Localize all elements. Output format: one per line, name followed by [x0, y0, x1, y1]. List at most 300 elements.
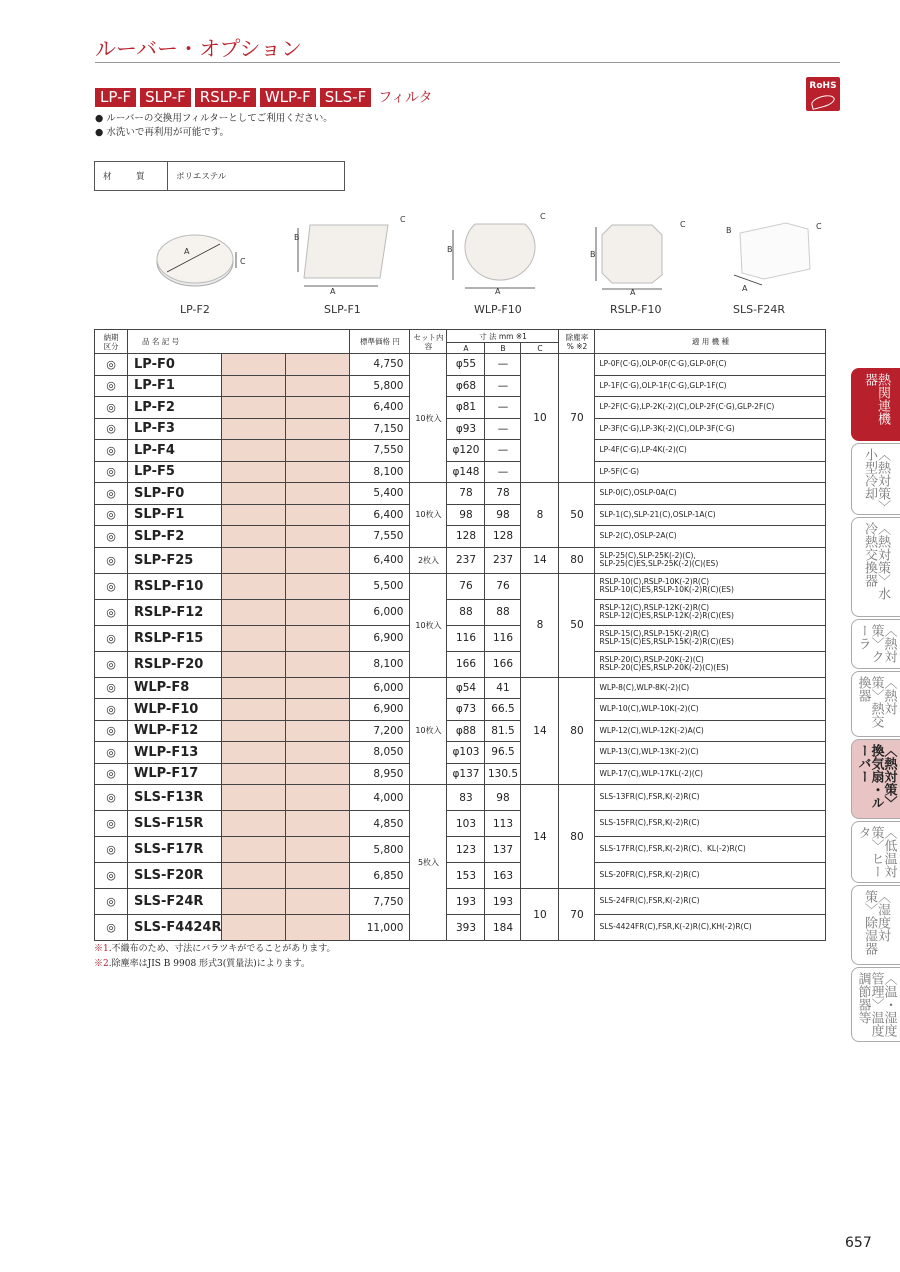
delivery-mark: ◎ [95, 599, 128, 625]
dim-b-cell: 78 [485, 483, 521, 505]
delivery-mark: ◎ [95, 863, 128, 889]
dim-label: C [680, 220, 686, 229]
blank-cell [222, 837, 286, 863]
dim-b-cell: 66.5 [485, 699, 521, 721]
delivery-mark: ◎ [95, 547, 128, 573]
blank-cell [222, 699, 286, 721]
spec-table [94, 329, 826, 941]
note-item [94, 957, 336, 972]
dim-c-cell: 14 [521, 677, 559, 785]
applicable-models-cell: WLP-10(C),WLP-10K(-2)(C) [595, 699, 826, 721]
applicable-models-cell: SLS-4424FR(C),FSR,K(-2)R(C),KH(-2)R(C) [595, 915, 826, 941]
side-tab-fan-louver[interactable]: 〈熱対策〉換気扇・ルーバー [851, 739, 900, 819]
side-tab-heat-equipment[interactable]: 熱関連機器 [851, 368, 900, 441]
blank-cell [222, 354, 286, 376]
blank-cell [222, 418, 286, 440]
price-cell: 6,400 [350, 504, 410, 526]
applicable-models-cell: SLP-0(C),OSLP-0A(C) [595, 483, 826, 505]
side-tab-dehumidifier[interactable]: 〈湿度対策〉除湿器 [851, 885, 900, 965]
table-row [95, 354, 826, 376]
set-content-cell: 10枚入 [410, 354, 447, 483]
header-removal: 除塵率 % ※2 [559, 330, 595, 354]
dim-label: B [726, 226, 732, 235]
page-number: 657 [845, 1235, 872, 1251]
header-delivery: 納期 区分 [95, 330, 128, 354]
dim-label: B [447, 245, 453, 254]
price-cell: 4,850 [350, 811, 410, 837]
set-content-cell: 2枚入 [410, 547, 447, 573]
price-cell: 4,000 [350, 785, 410, 811]
dim-label: A [742, 284, 748, 293]
price-cell: 7,200 [350, 720, 410, 742]
side-tab-small-cooling[interactable]: 〈熱対策〉小型冷却 [851, 443, 900, 515]
blank-cell [222, 811, 286, 837]
dim-a-cell: φ137 [447, 763, 485, 785]
part-number: RSLP-F10 [128, 573, 222, 599]
dim-b-cell: — [485, 375, 521, 397]
part-number: RSLP-F15 [128, 625, 222, 651]
delivery-mark: ◎ [95, 720, 128, 742]
dim-b-cell: 96.5 [485, 742, 521, 764]
price-cell: 7,150 [350, 418, 410, 440]
applicable-models-cell: SLS-20FR(C),FSR,K(-2)R(C) [595, 863, 826, 889]
blank-cell [222, 526, 286, 548]
dim-b-cell: 163 [485, 863, 521, 889]
badge-sls-f: SLS-F [320, 88, 371, 107]
table-row [95, 375, 826, 397]
table-row [95, 720, 826, 742]
dim-b-cell: — [485, 418, 521, 440]
delivery-mark: ◎ [95, 811, 128, 837]
blank-cell [286, 397, 350, 419]
delivery-mark: ◎ [95, 526, 128, 548]
table-row [95, 677, 826, 699]
blank-cell [286, 354, 350, 376]
applicable-models-cell: RSLP-12(C),RSLP-12K(-2)R(C) RSLP-12(C)ES,RSLP-12K(-2)R(C)(ES) [595, 599, 826, 625]
dim-a-cell: φ73 [447, 699, 485, 721]
part-number: SLP-F25 [128, 547, 222, 573]
delivery-mark: ◎ [95, 837, 128, 863]
dim-a-cell: φ68 [447, 375, 485, 397]
part-number: WLP-F12 [128, 720, 222, 742]
part-number: SLP-F2 [128, 526, 222, 548]
blank-cell [222, 625, 286, 651]
delivery-mark: ◎ [95, 375, 128, 397]
removal-rate-cell: 50 [559, 573, 595, 677]
price-cell: 11,000 [350, 915, 410, 941]
blank-cell [222, 863, 286, 889]
badge-lp-f: LP-F [95, 88, 136, 107]
price-cell: 8,950 [350, 763, 410, 785]
dim-a-cell: 103 [447, 811, 485, 837]
blank-cell [286, 699, 350, 721]
price-cell: 7,550 [350, 440, 410, 462]
dim-a-cell: φ120 [447, 440, 485, 462]
dim-b-cell: — [485, 397, 521, 419]
dim-b-cell: 116 [485, 625, 521, 651]
blank-cell [222, 440, 286, 462]
applicable-models-cell: SLS-15FR(C),FSR,K(-2)R(C) [595, 811, 826, 837]
removal-rate-cell: 70 [559, 889, 595, 941]
page-title: ルーバー・オプション [95, 37, 303, 61]
dim-b-cell: 88 [485, 599, 521, 625]
dim-c-cell: 14 [521, 785, 559, 889]
part-number: SLS-F24R [128, 889, 222, 915]
blank-cell [286, 742, 350, 764]
figure-caption: RSLP-F10 [610, 303, 662, 316]
table-row [95, 742, 826, 764]
header-dims: 寸 法 mm ※1 [447, 330, 559, 343]
part-number: SLP-F0 [128, 483, 222, 505]
badge-suffix: フィルタ [378, 90, 433, 106]
dim-label: C [400, 215, 406, 224]
price-cell: 8,050 [350, 742, 410, 764]
table-row [95, 599, 826, 625]
part-number: SLP-F1 [128, 504, 222, 526]
dim-b-cell: 81.5 [485, 720, 521, 742]
applicable-models-cell: SLP-2(C),OSLP-2A(C) [595, 526, 826, 548]
blank-cell [286, 440, 350, 462]
delivery-mark: ◎ [95, 889, 128, 915]
material-value: ポリエステル [168, 162, 345, 191]
removal-rate-cell: 80 [559, 677, 595, 785]
table-row [95, 483, 826, 505]
blank-cell [286, 720, 350, 742]
delivery-mark: ◎ [95, 651, 128, 677]
applicable-models-cell: SLS-17FR(C),FSR,K(-2)R(C)、KL(-2)R(C) [595, 837, 826, 863]
bullet-item: ● 水洗いで再利用が可能です。 [95, 126, 333, 140]
table-row [95, 811, 826, 837]
part-number: WLP-F17 [128, 763, 222, 785]
material-label: 材 質 [95, 162, 168, 191]
part-number: RSLP-F12 [128, 599, 222, 625]
set-content-cell: 10枚入 [410, 483, 447, 548]
dim-a-cell: φ81 [447, 397, 485, 419]
bullet-item: ● ルーバーの交換用フィルターとしてご利用ください。 [95, 112, 333, 126]
applicable-models-cell: SLS-13FR(C),FSR,K(-2)R(C) [595, 785, 826, 811]
blank-cell [286, 763, 350, 785]
price-cell: 6,400 [350, 397, 410, 419]
badge-slp-f: SLP-F [140, 88, 191, 107]
dim-a-cell: 123 [447, 837, 485, 863]
price-cell: 5,800 [350, 837, 410, 863]
blank-cell [222, 375, 286, 397]
table-row [95, 625, 826, 651]
blank-cell [286, 461, 350, 483]
dim-label: A [630, 288, 636, 295]
dim-c-cell: 8 [521, 573, 559, 677]
spec-body [95, 354, 826, 941]
applicable-models-cell: LP-5F(C·G) [595, 461, 826, 483]
blank-cell [222, 504, 286, 526]
header-apply: 適 用 機 種 [595, 330, 826, 354]
blank-cell [286, 811, 350, 837]
blank-cell [222, 573, 286, 599]
dim-b-cell: 128 [485, 526, 521, 548]
blank-cell [222, 397, 286, 419]
applicable-models-cell: WLP-13(C),WLP-13K(-2)(C) [595, 742, 826, 764]
delivery-mark: ◎ [95, 763, 128, 785]
blank-cell [222, 720, 286, 742]
note-mark: ※2 [94, 959, 109, 969]
rohs-logo [806, 77, 840, 111]
blank-cell [286, 418, 350, 440]
blank-cell [286, 625, 350, 651]
side-tab-cooler[interactable]: 〈熱対策〉クーラ [851, 619, 900, 669]
dim-label: C [240, 257, 246, 266]
blank-cell [222, 547, 286, 573]
part-number: LP-F2 [128, 397, 222, 419]
blank-cell [286, 915, 350, 941]
dim-a-cell: 393 [447, 915, 485, 941]
blank-cell [222, 461, 286, 483]
blank-cell [286, 573, 350, 599]
dim-a-cell: φ55 [447, 354, 485, 376]
side-tab-heater[interactable]: 〈低温対策〉ヒータ [851, 821, 900, 883]
part-number: WLP-F13 [128, 742, 222, 764]
blank-cell [286, 483, 350, 505]
applicable-models-cell: WLP-8(C),WLP-8K(-2)(C) [595, 677, 826, 699]
table-row [95, 837, 826, 863]
dim-b-cell: 113 [485, 811, 521, 837]
table-row [95, 397, 826, 419]
part-number: LP-F5 [128, 461, 222, 483]
delivery-mark: ◎ [95, 397, 128, 419]
blank-cell [222, 599, 286, 625]
dim-label: A [330, 287, 336, 295]
figure-lp-f2 [150, 222, 260, 292]
applicable-models-cell: RSLP-20(C),RSLP-20K(-2)(C) RSLP-20(C)ES,RSLP-20K(-2)(C)(ES) [595, 651, 826, 677]
part-number: LP-F3 [128, 418, 222, 440]
dim-label: A [184, 247, 190, 256]
blank-cell [286, 547, 350, 573]
set-content-cell: 10枚入 [410, 573, 447, 677]
table-row [95, 889, 826, 915]
set-content-cell: 10枚入 [410, 677, 447, 785]
dim-b-cell: 184 [485, 915, 521, 941]
price-cell: 5,400 [350, 483, 410, 505]
dim-b-cell: 166 [485, 651, 521, 677]
badge-wlp-f: WLP-F [260, 88, 316, 107]
header-part: 品 名 記 号 [128, 330, 350, 354]
table-row [95, 504, 826, 526]
note-text: .除塵率はJIS B 9908 形式3(質量法)によります。 [108, 959, 311, 969]
removal-rate-cell: 70 [559, 354, 595, 483]
price-cell: 6,900 [350, 625, 410, 651]
dim-b-cell: 76 [485, 573, 521, 599]
dim-b-cell: 41 [485, 677, 521, 699]
part-number: SLS-F13R [128, 785, 222, 811]
side-tab-temperature-controller[interactable]: 〈温・湿度管理〉温度調節器等 [851, 967, 900, 1042]
delivery-mark: ◎ [95, 742, 128, 764]
blank-cell [286, 375, 350, 397]
dim-a-cell: 76 [447, 573, 485, 599]
price-cell: 4,750 [350, 354, 410, 376]
delivery-mark: ◎ [95, 354, 128, 376]
dim-a-cell: 78 [447, 483, 485, 505]
blank-cell [222, 915, 286, 941]
figure-sls-f24r [722, 213, 832, 293]
header-b: B [485, 343, 521, 354]
price-cell: 7,750 [350, 889, 410, 915]
blank-cell [222, 889, 286, 915]
blank-cell [222, 742, 286, 764]
price-cell: 6,850 [350, 863, 410, 889]
dim-a-cell: φ103 [447, 742, 485, 764]
table-row [95, 785, 826, 811]
part-number: SLS-F15R [128, 811, 222, 837]
set-content-cell: 5枚入 [410, 785, 447, 941]
price-cell: 6,400 [350, 547, 410, 573]
blank-cell [222, 483, 286, 505]
applicable-models-cell: LP-1F(C·G),OLP-1F(C·G),GLP-1F(C) [595, 375, 826, 397]
header-price: 標準価格 円 [350, 330, 410, 354]
delivery-mark: ◎ [95, 699, 128, 721]
note-text: .不織布のため、寸法にバラツキがでることがあります。 [108, 944, 336, 954]
figure-caption: SLP-F1 [324, 303, 361, 316]
delivery-mark: ◎ [95, 625, 128, 651]
side-tab-heat-exchanger[interactable]: 〈熱対策〉熱交換器 [851, 671, 900, 737]
delivery-mark: ◎ [95, 418, 128, 440]
part-number: LP-F1 [128, 375, 222, 397]
dim-b-cell: 98 [485, 504, 521, 526]
delivery-mark: ◎ [95, 461, 128, 483]
removal-rate-cell: 50 [559, 483, 595, 548]
blank-cell [286, 651, 350, 677]
figure-caption: LP-F2 [180, 303, 210, 316]
part-number: SLS-F20R [128, 863, 222, 889]
note-mark: ※1 [94, 944, 109, 954]
blank-cell [286, 599, 350, 625]
table-row [95, 461, 826, 483]
dim-a-cell: 193 [447, 889, 485, 915]
price-cell: 6,000 [350, 677, 410, 699]
dim-label: A [495, 287, 501, 295]
figure-slp-f1 [290, 210, 410, 295]
price-cell: 7,550 [350, 526, 410, 548]
title-rule [95, 62, 840, 63]
delivery-mark: ◎ [95, 504, 128, 526]
dim-label: C [540, 212, 546, 221]
part-number: RSLP-F20 [128, 651, 222, 677]
applicable-models-cell: LP-2F(C·G),LP-2K(-2)(C),OLP-2F(C·G),GLP-2F(C) [595, 397, 826, 419]
figure-rslp-f10 [588, 215, 698, 295]
dim-a-cell: 237 [447, 547, 485, 573]
dim-b-cell: — [485, 354, 521, 376]
blank-cell [286, 863, 350, 889]
removal-rate-cell: 80 [559, 785, 595, 889]
blank-cell [286, 677, 350, 699]
part-number: WLP-F8 [128, 677, 222, 699]
delivery-mark: ◎ [95, 785, 128, 811]
blank-cell [286, 837, 350, 863]
table-row [95, 547, 826, 573]
dim-b-cell: 130.5 [485, 763, 521, 785]
table-row [95, 418, 826, 440]
leaf-icon [810, 93, 836, 110]
series-badges [95, 87, 433, 107]
price-cell: 8,100 [350, 651, 410, 677]
dim-a-cell: φ148 [447, 461, 485, 483]
applicable-models-cell: RSLP-15(C),RSLP-15K(-2)R(C) RSLP-15(C)ES,RSLP-15K(-2)R(C)(ES) [595, 625, 826, 651]
header-set: セット内容 [410, 330, 447, 354]
side-tab-water-heat-exchanger[interactable]: 〈熱対策〉水冷熱交換器 [851, 517, 900, 617]
table-row [95, 440, 826, 462]
applicable-models-cell: SLS-24FR(C),FSR,K(-2)R(C) [595, 889, 826, 915]
blank-cell [222, 677, 286, 699]
dim-c-cell: 14 [521, 547, 559, 573]
part-number: LP-F4 [128, 440, 222, 462]
dim-a-cell: 83 [447, 785, 485, 811]
dim-a-cell: 116 [447, 625, 485, 651]
part-number: WLP-F10 [128, 699, 222, 721]
dim-a-cell: φ88 [447, 720, 485, 742]
dim-a-cell: φ93 [447, 418, 485, 440]
dim-label: B [294, 233, 300, 242]
blank-cell [222, 763, 286, 785]
applicable-models-cell: SLP-1(C),SLP-21(C),OSLP-1A(C) [595, 504, 826, 526]
dim-b-cell: — [485, 461, 521, 483]
feature-bullets [95, 112, 333, 140]
dim-a-cell: 98 [447, 504, 485, 526]
delivery-mark: ◎ [95, 573, 128, 599]
figure-caption: SLS-F24R [733, 303, 786, 316]
applicable-models-cell: WLP-12(C),WLP-12K(-2)A(C) [595, 720, 826, 742]
dim-b-cell: 237 [485, 547, 521, 573]
dim-c-cell: 10 [521, 889, 559, 941]
header-c: C [521, 343, 559, 354]
dim-b-cell: 193 [485, 889, 521, 915]
delivery-mark: ◎ [95, 915, 128, 941]
dim-c-cell: 8 [521, 483, 559, 548]
price-cell: 6,900 [350, 699, 410, 721]
delivery-mark: ◎ [95, 483, 128, 505]
material-table [94, 161, 345, 191]
dim-a-cell: 166 [447, 651, 485, 677]
price-cell: 8,100 [350, 461, 410, 483]
applicable-models-cell: LP-0F(C·G),OLP-0F(C·G),GLP-0F(C) [595, 354, 826, 376]
dim-b-cell: — [485, 440, 521, 462]
figure-wlp-f10 [445, 210, 555, 295]
table-row [95, 651, 826, 677]
dim-c-cell: 10 [521, 354, 559, 483]
table-row [95, 573, 826, 599]
dim-a-cell: 88 [447, 599, 485, 625]
dim-a-cell: φ54 [447, 677, 485, 699]
table-row [95, 763, 826, 785]
rohs-label: RoHS [809, 81, 837, 91]
delivery-mark: ◎ [95, 677, 128, 699]
table-row [95, 915, 826, 941]
header-a: A [447, 343, 485, 354]
blank-cell [222, 651, 286, 677]
blank-cell [286, 504, 350, 526]
dim-b-cell: 98 [485, 785, 521, 811]
delivery-mark: ◎ [95, 440, 128, 462]
applicable-models-cell: LP-4F(C·G),LP-4K(-2)(C) [595, 440, 826, 462]
blank-cell [286, 526, 350, 548]
blank-cell [286, 889, 350, 915]
removal-rate-cell: 80 [559, 547, 595, 573]
applicable-models-cell: RSLP-10(C),RSLP-10K(-2)R(C) RSLP-10(C)ES,RSLP-10K(-2)R(C)(ES) [595, 573, 826, 599]
figure-caption: WLP-F10 [474, 303, 522, 316]
applicable-models-cell: WLP-17(C),WLP-17KL(-2)(C) [595, 763, 826, 785]
dim-label: B [590, 250, 596, 259]
note-item [94, 942, 336, 957]
applicable-models-cell: SLP-25(C),SLP-25K(-2)(C), SLP-25(C)ES,SLP-25K(-2)(C)(ES) [595, 547, 826, 573]
table-row [95, 863, 826, 889]
part-number: LP-F0 [128, 354, 222, 376]
